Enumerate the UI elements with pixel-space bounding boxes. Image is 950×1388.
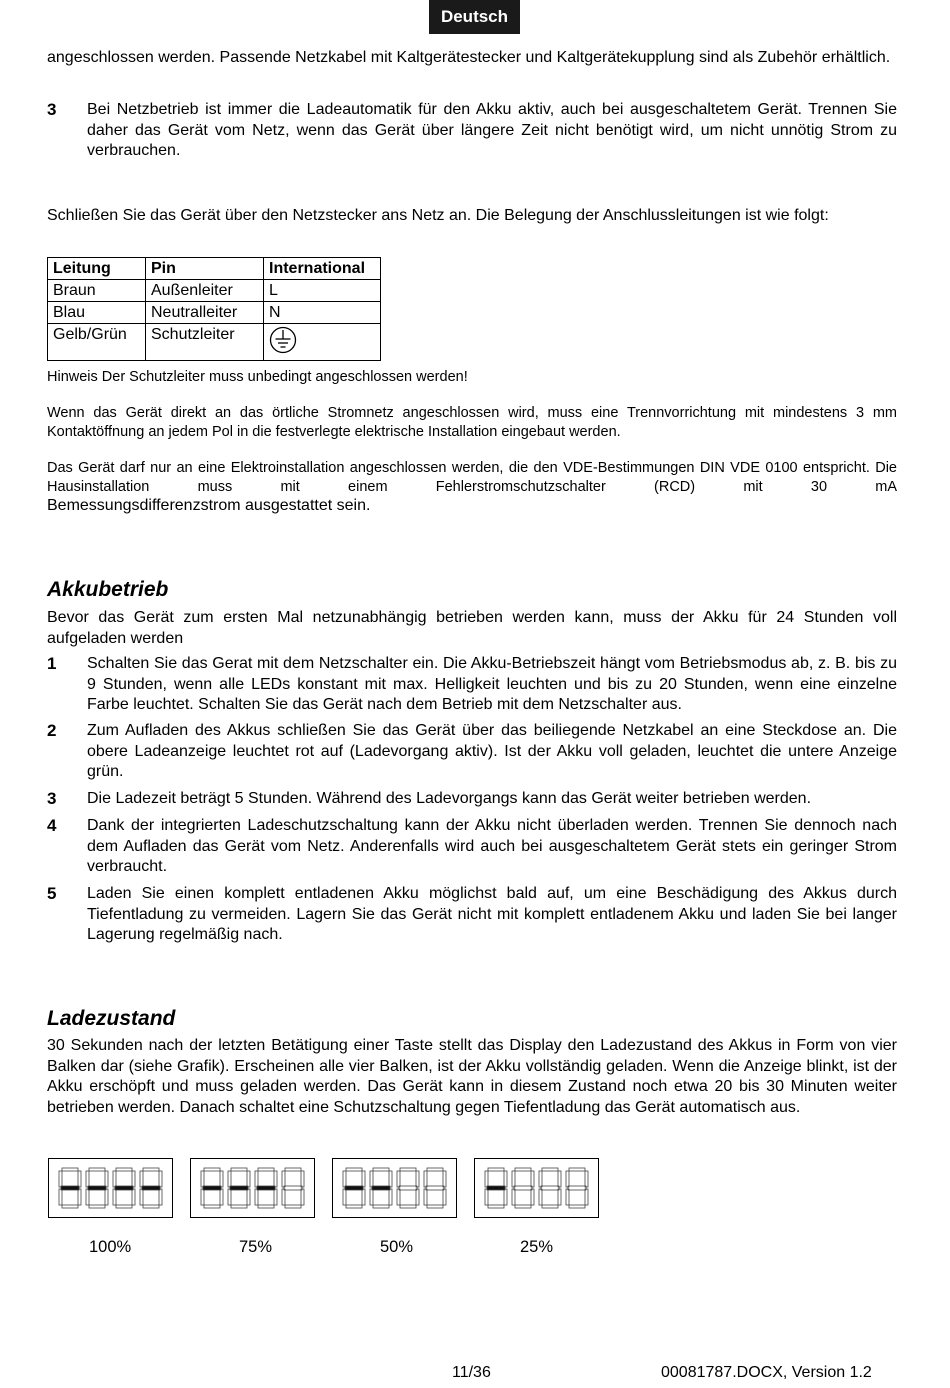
battery-display-25 bbox=[474, 1158, 599, 1218]
table-cell: Blau bbox=[48, 302, 146, 324]
segment-digit bbox=[397, 1168, 419, 1208]
battery-segment-display bbox=[197, 1163, 309, 1213]
unlit-segment bbox=[539, 1189, 542, 1205]
segment-digit bbox=[343, 1168, 365, 1208]
lit-bar bbox=[345, 1186, 363, 1190]
unlit-segment bbox=[485, 1171, 488, 1187]
unlit-segment bbox=[132, 1171, 135, 1187]
unlit-segment bbox=[116, 1205, 132, 1208]
lit-bar bbox=[115, 1186, 133, 1190]
akku-heading: Akkubetrieb bbox=[47, 578, 169, 601]
unlit-segment bbox=[569, 1205, 585, 1208]
unlit-segment bbox=[78, 1171, 81, 1187]
akku-item-text: Schalten Sie das Gerat mit dem Netzschalter ein. Die Akku-Betriebszeit hängt vom Betriebsmodus ab, z. B. bis zu 9 Stunden, wenn alle LEDs konstant mit max. Helligkeit leuchten und bis zu 20 Stunden, wenn eine einzelne Farbe leuchtet. Schalten Sie das Gerät nach dem Betrieb mit dem Netzschalter aus. bbox=[87, 655, 897, 713]
segment-digit bbox=[113, 1168, 135, 1208]
intro-item-text: Bei Netzbetrieb ist immer die Ladeautomatik für den Akku aktiv, auch bei ausgeschaltetem Gerät. Trennen Sie daher das Gerät vom Netz, wenn das Gerät über längere Zeit nicht benötigt wird, um nicht unnötig Strom zu verbrauchen. bbox=[87, 101, 897, 159]
akku-item-number: 3 bbox=[47, 789, 57, 808]
display-label: 25% bbox=[520, 1238, 554, 1256]
table-header-cell: International bbox=[264, 258, 381, 280]
display-label: 75% bbox=[239, 1238, 273, 1256]
unlit-segment bbox=[247, 1171, 250, 1187]
table-cell: Braun bbox=[48, 280, 146, 302]
language-tab: Deutsch bbox=[429, 0, 520, 34]
unlit-segment bbox=[343, 1189, 346, 1205]
connection-text: Schließen Sie das Gerät über den Netzstecker ans Netz an. Die Belegung der Anschlussleitungen ist wie folgt: bbox=[47, 207, 829, 224]
battery-segment-display bbox=[481, 1163, 593, 1213]
unlit-segment bbox=[201, 1171, 204, 1187]
unlit-segment bbox=[531, 1171, 534, 1187]
intro-item-number: 3 bbox=[47, 100, 57, 119]
unlit-segment bbox=[370, 1171, 373, 1187]
unlit-segment bbox=[116, 1168, 132, 1171]
lit-bar bbox=[257, 1186, 275, 1190]
battery-segment-display bbox=[55, 1163, 167, 1213]
ladezustand-heading: Ladezustand bbox=[47, 1007, 176, 1030]
lit-bar bbox=[61, 1186, 79, 1190]
akku-item-text: Dank der integrierten Ladeschutzschaltung kann der Akku nicht überladen werden. Trennen Sie dennoch nach dem Aufladen das Gerät vom Netz. Anderenfalls wird auch bei ausgeschaltetem Gerät stets ein geringer Strom verbraucht. bbox=[87, 817, 897, 875]
intro-continuation: angeschlossen werden. Passende Netzkabel mit Kaltgerätestecker und Kaltgerätekupplung sind als Zubehör erhältlich. bbox=[47, 49, 891, 66]
unlit-segment bbox=[566, 1171, 569, 1187]
segment-digit bbox=[485, 1168, 507, 1208]
unlit-segment bbox=[373, 1168, 389, 1171]
unlit-segment bbox=[343, 1171, 346, 1187]
table-cell: Neutralleiter bbox=[146, 302, 264, 324]
unlit-segment bbox=[62, 1205, 78, 1208]
unlit-segment bbox=[512, 1189, 515, 1205]
lit-bar bbox=[487, 1186, 505, 1190]
segment-digit bbox=[228, 1168, 250, 1208]
vde-paragraph-end: Bemessungsdifferenzstrom ausgestattet sein. bbox=[47, 497, 371, 514]
unlit-segment bbox=[397, 1189, 400, 1205]
unlit-bar bbox=[541, 1186, 559, 1190]
unlit-segment bbox=[416, 1171, 419, 1187]
akku-item-text: Laden Sie einen komplett entladenen Akku möglichst bald auf, um eine Beschädigung des Akkus durch Tiefentladung zu vermeiden. Lagern Sie das Gerät nicht mit komplett entladenem Akku und laden Sie bei langer Lagerung regelmäßig nach. bbox=[87, 885, 897, 943]
unlit-segment bbox=[89, 1205, 105, 1208]
unlit-segment bbox=[424, 1171, 427, 1187]
earth-ground-icon bbox=[269, 326, 297, 354]
unlit-segment bbox=[424, 1189, 427, 1205]
unlit-segment bbox=[427, 1205, 443, 1208]
table-cell bbox=[264, 324, 381, 361]
unlit-segment bbox=[105, 1189, 108, 1205]
segment-digit bbox=[201, 1168, 223, 1208]
lit-bar bbox=[372, 1186, 390, 1190]
separation-paragraph: Wenn das Gerät direkt an das örtliche Stromnetz angeschlossen wird, muss eine Trennvorrichtung mit mindestens 3 mm Kontaktöffnung an jedem Pol in die festverlegte elektrische Installation eingebaut werden. bbox=[47, 405, 897, 440]
unlit-segment bbox=[389, 1171, 392, 1187]
unlit-segment bbox=[78, 1189, 81, 1205]
unlit-segment bbox=[542, 1205, 558, 1208]
table-row bbox=[48, 280, 381, 302]
document-version: 00081787.DOCX, Version 1.2 bbox=[661, 1364, 872, 1381]
unlit-segment bbox=[515, 1205, 531, 1208]
unlit-segment bbox=[566, 1189, 569, 1205]
unlit-segment bbox=[285, 1205, 301, 1208]
unlit-segment bbox=[132, 1189, 135, 1205]
unlit-segment bbox=[400, 1168, 416, 1171]
akku-intro: Bevor das Gerät zum ersten Mal netzunabhängig betrieben werden kann, muss der Akku für 24 Stunden voll aufgeladen werden bbox=[47, 609, 897, 647]
segment-digit bbox=[424, 1168, 446, 1208]
table-cell: Schutzleiter bbox=[146, 324, 264, 361]
unlit-segment bbox=[105, 1171, 108, 1187]
unlit-segment bbox=[220, 1189, 223, 1205]
battery-display-100 bbox=[48, 1158, 173, 1218]
unlit-segment bbox=[558, 1189, 561, 1205]
segment-digit bbox=[512, 1168, 534, 1208]
segment-digit bbox=[140, 1168, 162, 1208]
lit-bar bbox=[203, 1186, 221, 1190]
unlit-segment bbox=[89, 1168, 105, 1171]
unlit-segment bbox=[373, 1205, 389, 1208]
unlit-segment bbox=[531, 1189, 534, 1205]
unlit-segment bbox=[443, 1171, 446, 1187]
unlit-segment bbox=[569, 1168, 585, 1171]
unlit-segment bbox=[274, 1189, 277, 1205]
table-cell: Außenleiter bbox=[146, 280, 264, 302]
unlit-segment bbox=[370, 1189, 373, 1205]
unlit-segment bbox=[346, 1168, 362, 1171]
table-cell: N bbox=[264, 302, 381, 324]
unlit-bar bbox=[568, 1186, 586, 1190]
unlit-segment bbox=[204, 1205, 220, 1208]
vde-paragraph: Das Gerät darf nur an eine Elektroinstallation angeschlossen werden, die den VDE-Bestimmungen DIN VDE 0100 entspricht. Die Hausinstallation muss mit einem Fehlerstromschutzschalter (RCD) mit 30 mA bbox=[47, 460, 897, 495]
table-row bbox=[48, 324, 381, 361]
unlit-segment bbox=[282, 1171, 285, 1187]
unlit-segment bbox=[488, 1168, 504, 1171]
unlit-segment bbox=[159, 1171, 162, 1187]
segment-digit bbox=[566, 1168, 588, 1208]
unlit-segment bbox=[86, 1189, 89, 1205]
unlit-segment bbox=[504, 1189, 507, 1205]
unlit-segment bbox=[204, 1168, 220, 1171]
unlit-segment bbox=[515, 1168, 531, 1171]
table-row bbox=[48, 302, 381, 324]
unlit-segment bbox=[416, 1189, 419, 1205]
wiring-table bbox=[47, 257, 381, 361]
unlit-segment bbox=[231, 1168, 247, 1171]
akku-item-number: 1 bbox=[47, 654, 57, 673]
unlit-segment bbox=[485, 1189, 488, 1205]
unlit-segment bbox=[143, 1168, 159, 1171]
unlit-segment bbox=[59, 1171, 62, 1187]
unlit-segment bbox=[228, 1171, 231, 1187]
lit-bar bbox=[88, 1186, 106, 1190]
unlit-bar bbox=[284, 1186, 302, 1190]
unlit-segment bbox=[231, 1205, 247, 1208]
unlit-segment bbox=[443, 1189, 446, 1205]
unlit-segment bbox=[585, 1171, 588, 1187]
unlit-segment bbox=[542, 1168, 558, 1171]
unlit-segment bbox=[301, 1189, 304, 1205]
table-header-row bbox=[48, 258, 381, 280]
table-header-cell: Pin bbox=[146, 258, 264, 280]
unlit-segment bbox=[159, 1189, 162, 1205]
akku-item-number: 4 bbox=[47, 816, 57, 835]
battery-display-75 bbox=[190, 1158, 315, 1218]
battery-display-50 bbox=[332, 1158, 457, 1218]
lit-bar bbox=[142, 1186, 160, 1190]
unlit-segment bbox=[220, 1171, 223, 1187]
unlit-segment bbox=[86, 1171, 89, 1187]
unlit-bar bbox=[514, 1186, 532, 1190]
unlit-segment bbox=[258, 1168, 274, 1171]
akku-item-number: 2 bbox=[47, 721, 57, 740]
unlit-segment bbox=[427, 1168, 443, 1171]
akku-item-text: Die Ladezeit beträgt 5 Stunden. Während des Ladevorgangs kann das Gerät weiter betrieben werden. bbox=[87, 790, 812, 807]
unlit-segment bbox=[255, 1171, 258, 1187]
page-number: 11/36 bbox=[452, 1364, 491, 1381]
unlit-segment bbox=[389, 1189, 392, 1205]
unlit-bar bbox=[399, 1186, 417, 1190]
unlit-bar bbox=[426, 1186, 444, 1190]
unlit-segment bbox=[400, 1205, 416, 1208]
display-label: 50% bbox=[380, 1238, 414, 1256]
safety-note: Hinweis Der Schutzleiter muss unbedingt angeschlossen werden! bbox=[47, 369, 468, 385]
unlit-segment bbox=[247, 1189, 250, 1205]
unlit-segment bbox=[512, 1171, 515, 1187]
unlit-segment bbox=[113, 1171, 116, 1187]
unlit-segment bbox=[285, 1168, 301, 1171]
segment-digit bbox=[86, 1168, 108, 1208]
segment-digit bbox=[370, 1168, 392, 1208]
akku-item-text: Zum Aufladen des Akkus schließen Sie das Gerät über das beiliegende Netzkabel an eine Steckdose an. Die obere Ladeanzeige leuchtet rot auf (Ladevorgang aktiv). Ist der Akku voll geladen, leuchtet die untere Anzeige grün. bbox=[87, 722, 897, 780]
segment-digit bbox=[255, 1168, 277, 1208]
battery-segment-display bbox=[339, 1163, 451, 1213]
unlit-segment bbox=[558, 1171, 561, 1187]
unlit-segment bbox=[113, 1189, 116, 1205]
segment-digit bbox=[539, 1168, 561, 1208]
unlit-segment bbox=[488, 1205, 504, 1208]
unlit-segment bbox=[301, 1171, 304, 1187]
table-cell: Gelb/Grün bbox=[48, 324, 146, 361]
unlit-segment bbox=[201, 1189, 204, 1205]
unlit-segment bbox=[539, 1171, 542, 1187]
unlit-segment bbox=[362, 1189, 365, 1205]
table-cell: L bbox=[264, 280, 381, 302]
unlit-segment bbox=[258, 1205, 274, 1208]
table-header-cell: Leitung bbox=[48, 258, 146, 280]
unlit-segment bbox=[504, 1171, 507, 1187]
akku-item-number: 5 bbox=[47, 884, 57, 903]
unlit-segment bbox=[140, 1171, 143, 1187]
segment-digit bbox=[282, 1168, 304, 1208]
unlit-segment bbox=[282, 1189, 285, 1205]
unlit-segment bbox=[346, 1205, 362, 1208]
unlit-segment bbox=[362, 1171, 365, 1187]
segment-digit bbox=[59, 1168, 81, 1208]
display-label: 100% bbox=[89, 1238, 132, 1256]
unlit-segment bbox=[228, 1189, 231, 1205]
unlit-segment bbox=[140, 1189, 143, 1205]
ladezustand-text: 30 Sekunden nach der letzten Betätigung einer Taste stellt das Display den Ladezustand des Akkus in Form von vier Balken dar (siehe Grafik). Erscheinen alle vier Balken, ist der Akku vollständig geladen. Wenn die Anzeige blinkt, ist der Akku erschöpft und muss geladen werden. Das Gerät kann in diesem Zustand noch etwa 20 bis 30 Minuten weiter betrieben werden. Danach schaltet eine Schutzschaltung gegen Tiefentladung das Gerät automatisch aus. bbox=[47, 1037, 897, 1116]
unlit-segment bbox=[62, 1168, 78, 1171]
unlit-segment bbox=[274, 1171, 277, 1187]
unlit-segment bbox=[397, 1171, 400, 1187]
lit-bar bbox=[230, 1186, 248, 1190]
unlit-segment bbox=[59, 1189, 62, 1205]
unlit-segment bbox=[143, 1205, 159, 1208]
unlit-segment bbox=[255, 1189, 258, 1205]
unlit-segment bbox=[585, 1189, 588, 1205]
